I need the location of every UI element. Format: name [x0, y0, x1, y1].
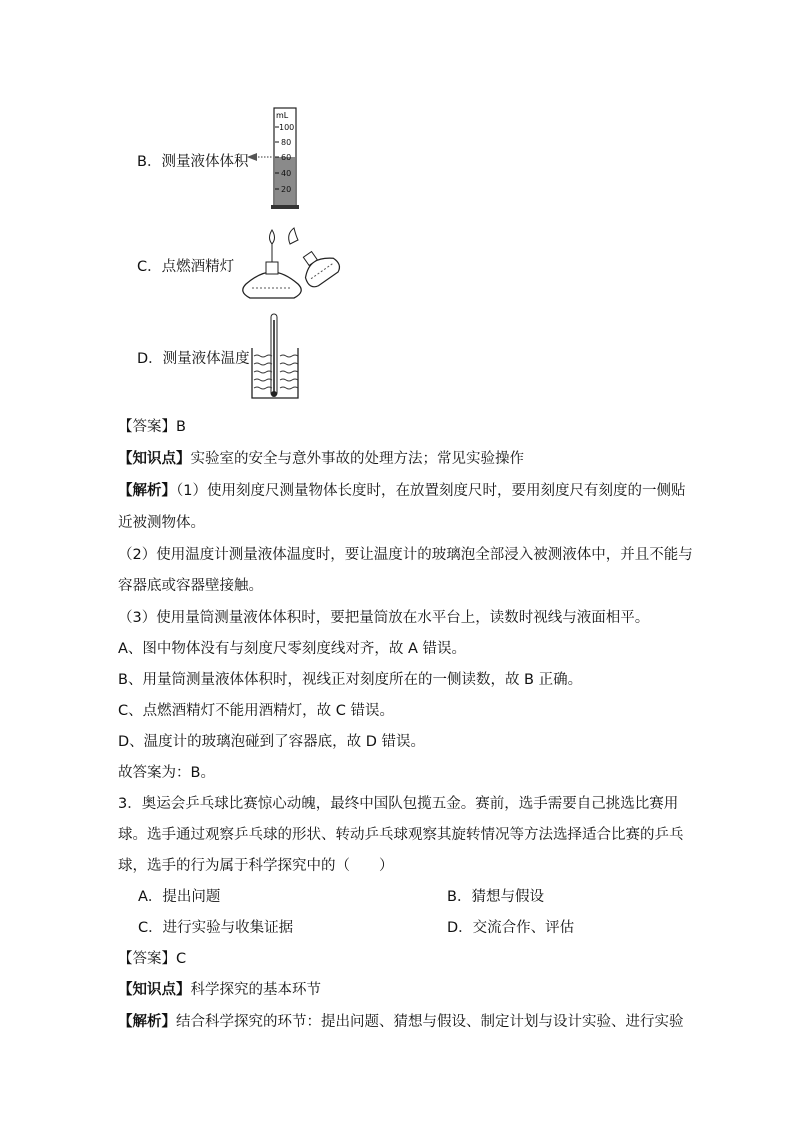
q3-knowledge — [118, 978, 321, 999]
q2-analysis-line: A、图中物体没有与刻度尺零刻度线对齐，故 A 错误。 — [118, 641, 467, 657]
q2-analysis-line: 故答案为：B。 — [118, 765, 215, 781]
q3-analysis — [118, 1010, 684, 1031]
thermometer-beaker-figure — [248, 310, 308, 405]
q3-stem-line: 3．奥运会乒乓球比赛惊心动魄，最终中国队包揽五金。赛前，选手需要自己挑选比赛用 — [118, 796, 679, 812]
measuring-cylinder-figure — [245, 105, 305, 215]
q3-option-a: A．提出问题 — [138, 889, 221, 905]
q2-knowledge — [118, 447, 524, 468]
knowledge-text: 科学探究的基本环节 — [190, 982, 321, 998]
q3-stem-line: 球，选手的行为属于科学探究中的（ ） — [118, 858, 394, 874]
q3-option-c: C．进行实验与收集证据 — [138, 920, 294, 936]
q2-answer: 【答案】B — [118, 419, 186, 435]
knowledge-tag: 【知识点】 — [118, 451, 191, 467]
option-d-label: D．测量液体温度 — [137, 351, 250, 367]
analysis-text: 结合科学探究的环节：提出问题、猜想与假设、制定计划与设计实验、进行实验 — [176, 1014, 684, 1030]
option-b-label: B．测量液体体积 — [137, 154, 249, 170]
q3-option-d: D．交流合作、评估 — [447, 920, 575, 936]
option-c-label: C．点燃酒精灯 — [137, 259, 235, 275]
q2-analysis-line — [118, 479, 685, 500]
cylinder-tick-label: 20 — [281, 185, 292, 194]
q2-analysis-line: （2）使用温度计测量液体温度时，要让温度计的玻璃泡全部浸入被测液体中，并且不能与 — [118, 547, 693, 563]
eye-icon — [247, 153, 257, 161]
knowledge-tag: 【知识点】 — [118, 982, 191, 998]
analysis-tag: 【解析】 — [118, 483, 176, 499]
cylinder-unit-label: mL — [276, 111, 289, 120]
cylinder-tick-label: 60 — [281, 153, 292, 162]
q2-analysis-line: 容器底或容器壁接触。 — [118, 578, 263, 594]
q2-analysis-line: C、点燃酒精灯不能用酒精灯，故 C 错误。 — [118, 703, 394, 719]
q2-analysis-line: B、用量筒测量液体体积时，视线正对刻度所在的一侧读数，故 B 正确。 — [118, 672, 583, 688]
q3-stem-line: 球。选手通过观察乒乓球的形状、转动乒乓球观察其旋转情况等方法选择适合比赛的乒乓 — [118, 827, 684, 843]
q2-analysis-line: （3）使用量筒测量液体体积时，要把量筒放在水平台上，读数时视线与液面相平。 — [118, 610, 650, 626]
cylinder-tick-label: 40 — [281, 169, 292, 178]
analysis-tag: 【解析】 — [118, 1014, 176, 1030]
alcohol-lamp-figure — [236, 222, 336, 302]
knowledge-text: 实验室的安全与意外事故的处理方法；常见实验操作 — [190, 451, 524, 467]
q2-analysis-line: 近被测物体。 — [118, 515, 205, 531]
cylinder-tick-label: 80 — [281, 138, 292, 147]
cylinder-tick-label: 100 — [279, 123, 295, 132]
q3-answer: 【答案】C — [118, 951, 187, 967]
q2-analysis-line: D、温度计的玻璃泡碰到了容器底，故 D 错误。 — [118, 734, 426, 750]
analysis-text: （1）使用刻度尺测量物体长度时，在放置刻度尺时，要用刻度尺有刻度的一侧贴 — [176, 483, 686, 499]
q3-option-b: B．猜想与假设 — [447, 889, 544, 905]
